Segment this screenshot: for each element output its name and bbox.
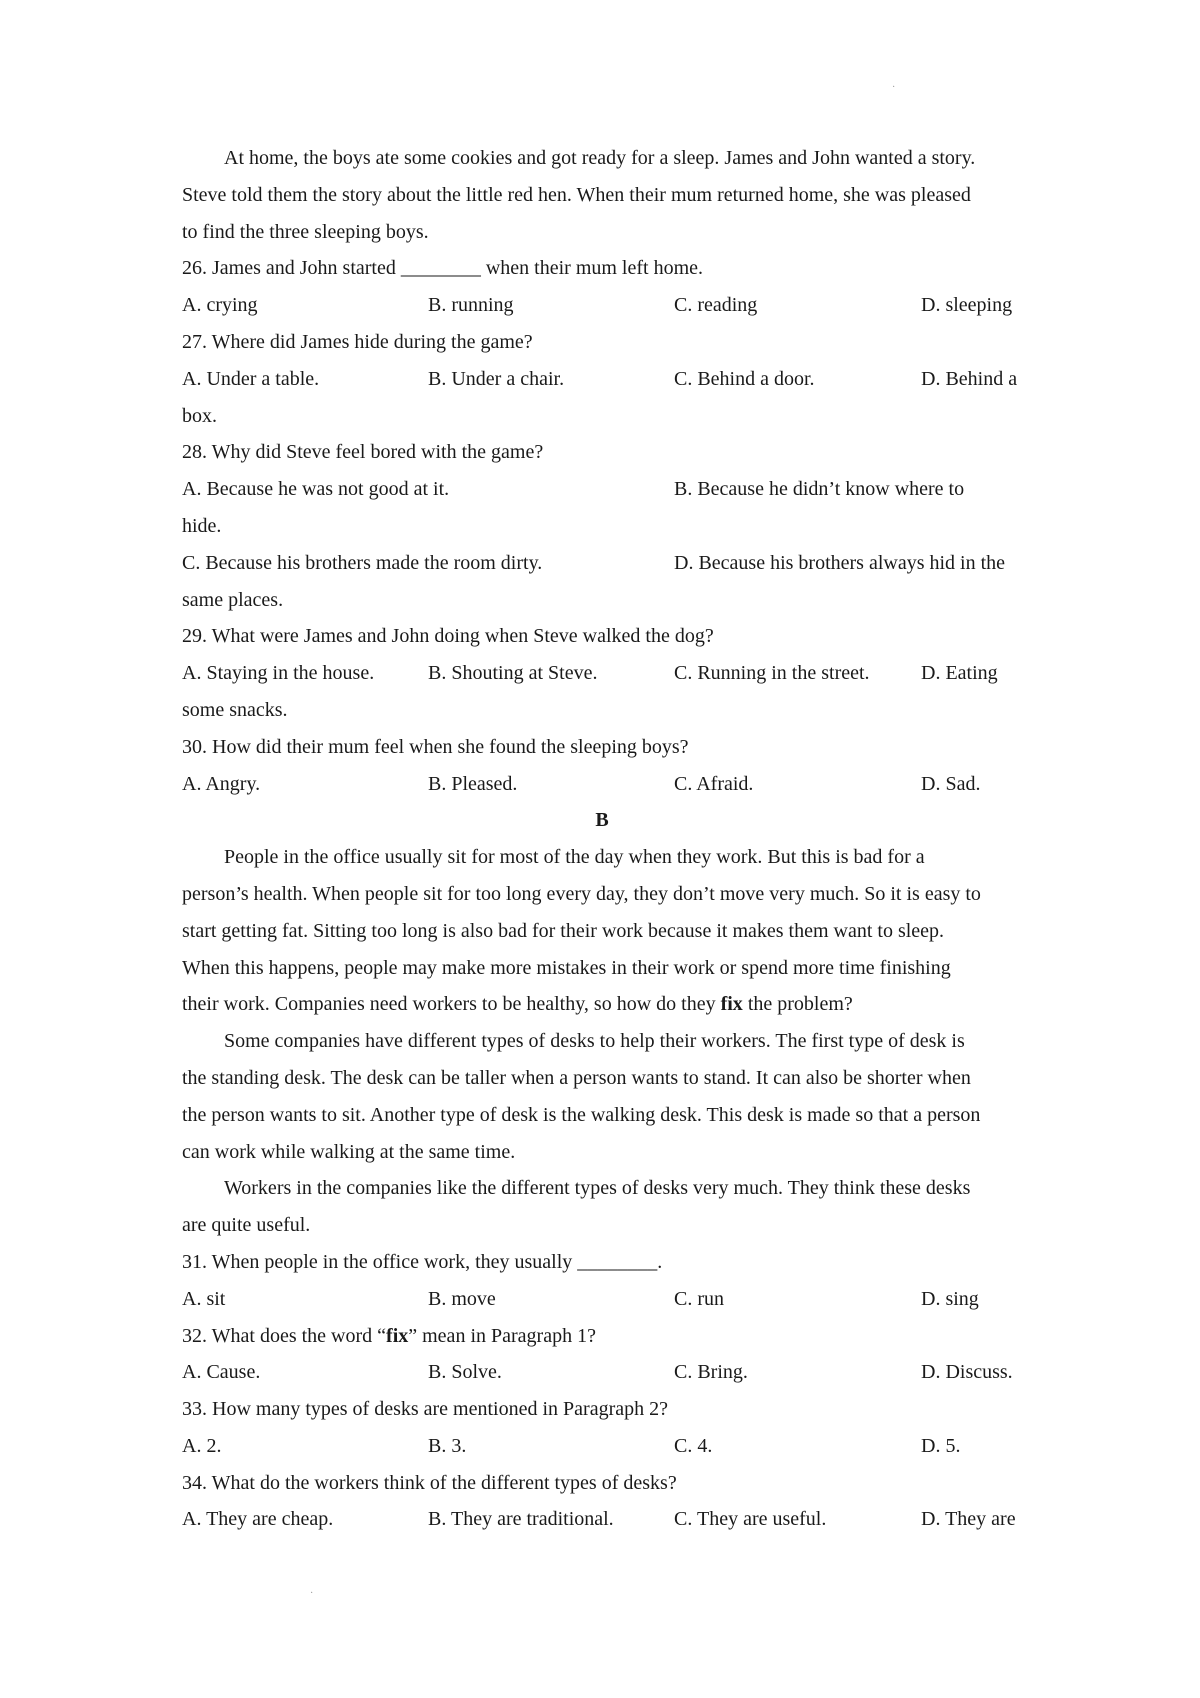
paragraph-line: When this happens, people may make more mistakes in their work or spend more time finishing: [182, 956, 951, 979]
paragraph-line: can work while walking at the same time.: [182, 1140, 516, 1163]
paragraph-line: person’s health. When people sit for too long every day, they don’t move very much. So it is easy to: [182, 882, 981, 905]
option-row: [182, 361, 1022, 398]
option-a: A. Cause.: [182, 1361, 261, 1384]
question-stem: 31. When people in the office work, they usually ________.: [182, 1250, 663, 1273]
option-d: D. Because his brothers always hid in the: [674, 551, 1006, 574]
option-d: D. sing: [921, 1287, 979, 1310]
bold-word: fix: [386, 1324, 409, 1347]
option-c: C. Bring.: [674, 1361, 748, 1384]
question-stem: 34. What do the workers think of the different types of desks?: [182, 1471, 677, 1494]
option-d: D. Behind a: [921, 367, 1018, 390]
text-run: 32. What does the word “: [182, 1324, 387, 1347]
option-d: D. They are: [921, 1508, 1016, 1531]
option-d: D. Discuss.: [921, 1361, 1013, 1384]
option-row: [182, 655, 1022, 692]
section-title: B: [595, 809, 609, 832]
option-row: [182, 545, 1022, 582]
option-a: A. Under a table.: [182, 367, 320, 390]
option-row: [182, 471, 1022, 508]
text-run: their work. Companies need workers to be healthy, so how do they: [182, 993, 721, 1016]
paragraph-line: the person wants to sit. Another type of desk is the walking desk. This desk is made so that a person: [182, 1103, 981, 1126]
option-a: A. 2.: [182, 1434, 222, 1457]
page-content: [182, 140, 1022, 1538]
option-c: C. run: [674, 1287, 724, 1310]
paragraph-line: Workers in the companies like the different types of desks very much. They think these desks: [224, 1177, 971, 1200]
option-c: C. Running in the street.: [674, 662, 870, 685]
option-b: B. 3.: [428, 1434, 467, 1457]
option-b: B. Shouting at Steve.: [428, 662, 598, 685]
option-b: B. Under a chair.: [428, 367, 565, 390]
option-c: C. Because his brothers made the room dirty.: [182, 551, 543, 574]
passage-a-line: At home, the boys ate some cookies and got ready for a sleep. James and John wanted a story.: [224, 147, 976, 169]
question-stem: 28. Why did Steve feel bored with the game?: [182, 441, 544, 464]
option-a: A. They are cheap.: [182, 1508, 334, 1531]
question-stem: 33. How many types of desks are mentioned in Paragraph 2?: [182, 1398, 668, 1421]
paragraph-line: [182, 986, 1022, 1023]
option-c: C. Behind a door.: [674, 367, 815, 390]
question-stem: 30. How did their mum feel when she found the sleeping boys?: [182, 735, 689, 758]
speck-mark: ·: [892, 82, 896, 93]
option-b: B. running: [428, 294, 514, 317]
option-wrap: some snacks.: [182, 698, 288, 721]
option-d: D. Sad.: [921, 772, 981, 795]
option-a: A. Staying in the house.: [182, 662, 375, 685]
option-row: [182, 287, 1022, 324]
bold-word: fix: [720, 993, 743, 1016]
paragraph-line: are quite useful.: [182, 1214, 311, 1237]
option-b: B. Solve.: [428, 1361, 502, 1384]
option-a: A. crying: [182, 294, 258, 317]
option-c: C. Afraid.: [674, 772, 754, 795]
speck-mark: ·: [310, 1588, 314, 1599]
option-c: C. reading: [674, 294, 758, 317]
paragraph-line: the standing desk. The desk can be taller when a person wants to stand. It can also be shorter when: [182, 1066, 971, 1089]
option-row: [182, 1501, 1022, 1538]
option-a: A. Angry.: [182, 772, 261, 795]
option-b: B. move: [428, 1287, 496, 1310]
option-row: [182, 1428, 1022, 1465]
question-stem: 26. James and John started ________ when their mum left home.: [182, 257, 704, 280]
option-row: [182, 1281, 1022, 1318]
paragraph-line: People in the office usually sit for most of the day when they work. But this is bad for a: [224, 846, 925, 869]
paragraph-line: start getting fat. Sitting too long is also bad for their work because it makes them want to sleep.: [182, 919, 945, 942]
paragraph-line: Some companies have different types of desks to help their workers. The first type of desk is: [224, 1030, 965, 1053]
question-stem: 27. Where did James hide during the game?: [182, 330, 533, 353]
option-d: D. sleeping: [921, 294, 1013, 317]
option-a: A. Because he was not good at it.: [182, 478, 450, 501]
option-wrap: hide.: [182, 514, 222, 537]
option-wrap: box.: [182, 404, 217, 427]
option-c: C. 4.: [674, 1434, 713, 1457]
option-d: D. Eating: [921, 662, 998, 685]
passage-a-line: to find the three sleeping boys.: [182, 220, 429, 243]
option-a: A. sit: [182, 1287, 226, 1310]
option-wrap: same places.: [182, 588, 284, 611]
option-d: D. 5.: [921, 1434, 961, 1457]
option-b: B. Because he didn’t know where to: [674, 478, 965, 501]
option-row: [182, 766, 1022, 803]
passage-a-line: Steve told them the story about the little red hen. When their mum returned home, she was pleased: [182, 183, 971, 206]
question-stem: [182, 1318, 1022, 1355]
question-stem: 29. What were James and John doing when Steve walked the dog?: [182, 625, 714, 648]
option-b: B. They are traditional.: [428, 1508, 614, 1531]
text-run: the problem?: [742, 993, 853, 1016]
option-c: C. They are useful.: [674, 1508, 827, 1531]
text-run: ” mean in Paragraph 1?: [408, 1324, 596, 1347]
option-b: B. Pleased.: [428, 772, 518, 795]
option-row: [182, 1354, 1022, 1391]
